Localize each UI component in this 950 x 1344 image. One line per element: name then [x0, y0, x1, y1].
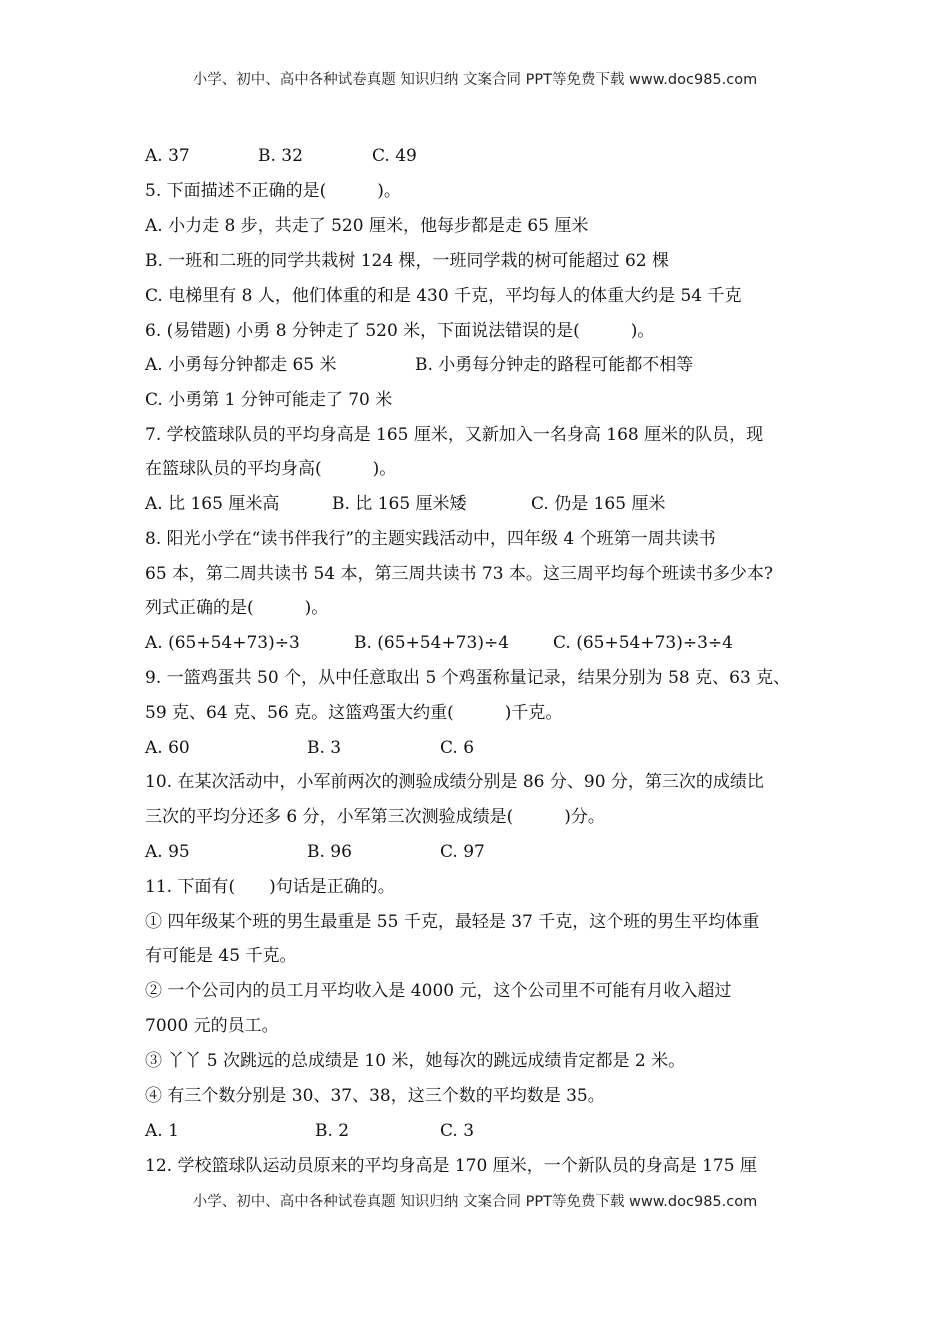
page-header: 小学、初中、高中各种试卷真题 知识归纳 文案合同 PPT等免费下载 www.doc985.com	[192, 72, 758, 88]
page-footer: 小学、初中、高中各种试卷真题 知识归纳 文案合同 PPT等免费下载 www.doc985.com	[192, 1194, 758, 1210]
q11-statement-1-line1: ① 四年级某个班的男生最重是 55 千克，最轻是 37 千克，这个班的男生平均体重	[145, 912, 760, 932]
q11-statement-4: ④ 有三个数分别是 30、37、38，这三个数的平均数是 35。	[145, 1086, 605, 1106]
q4-option-b: B. 32	[258, 146, 303, 166]
q11-option-a: A. 1	[145, 1121, 179, 1141]
q5-option-a: A. 小力走 8 步，共走了 520 厘米，他每步都是走 65 厘米	[145, 216, 589, 236]
q6-stem: 6. (易错题) 小勇 8 分钟走了 520 米，下面说法错误的是( )。	[145, 321, 655, 341]
q11-statement-2-line2: 7000 元的员工。	[145, 1016, 279, 1036]
q8-option-a: A. (65+54+73)÷3	[145, 633, 300, 653]
q8-stem-line3: 列式正确的是( )。	[145, 598, 329, 618]
q5-option-c: C. 电梯里有 8 人，他们体重的和是 430 千克，平均每人的体重大约是 54 千克	[145, 286, 742, 306]
q10-stem-line1: 10. 在某次活动中，小军前两次的测验成绩分别是 86 分、90 分，第三次的成绩比	[145, 772, 764, 792]
q10-stem-line2: 三次的平均分还多 6 分，小军第三次测验成绩是( )分。	[145, 807, 605, 827]
q6-option-c: C. 小勇第 1 分钟可能走了 70 米	[145, 390, 393, 410]
q11-statement-3: ③ 丫丫 5 次跳远的总成绩是 10 米，她每次的跳远成绩肯定都是 2 米。	[145, 1051, 686, 1071]
q10-option-a: A. 95	[145, 842, 190, 862]
q6-option-b: B. 小勇每分钟走的路程可能都不相等	[415, 355, 694, 375]
q9-option-c: C. 6	[440, 738, 475, 758]
q11-option-c: C. 3	[440, 1121, 475, 1141]
q10-option-b: B. 96	[307, 842, 352, 862]
q5-stem: 5. 下面描述不正确的是( )。	[145, 181, 401, 201]
q11-option-b: B. 2	[315, 1121, 350, 1141]
q7-option-b: B. 比 165 厘米矮	[332, 494, 467, 514]
q10-option-c: C. 97	[440, 842, 485, 862]
q7-stem-line1: 7. 学校篮球队员的平均身高是 165 厘米，又新加入一名身高 168 厘米的队员，现	[145, 425, 764, 445]
q6-option-a: A. 小勇每分钟都走 65 米	[145, 355, 337, 375]
q7-stem-line2: 在篮球队员的平均身高( )。	[145, 459, 397, 479]
q8-option-b: B. (65+54+73)÷4	[354, 633, 510, 653]
q9-option-b: B. 3	[307, 738, 342, 758]
q9-stem-line1: 9. 一篮鸡蛋共 50 个，从中任意取出 5 个鸡蛋称量记录，结果分别为 58 克、63 克、	[145, 668, 791, 688]
q4-option-a: A. 37	[145, 146, 190, 166]
q12-stem-line1: 12. 学校篮球队运动员原来的平均身高是 170 厘米，一个新队员的身高是 175 厘	[145, 1156, 757, 1176]
q8-option-c: C. (65+54+73)÷3÷4	[553, 633, 733, 653]
q11-statement-2-line1: ② 一个公司内的员工月平均收入是 4000 元，这个公司里不可能有月收入超过	[145, 981, 732, 1001]
q8-stem-line2: 65 本，第二周共读书 54 本，第三周共读书 73 本。这三周平均每个班读书多少本?	[145, 564, 774, 584]
q9-stem-line2: 59 克、64 克、56 克。这篮鸡蛋大约重( )千克。	[145, 703, 563, 723]
q5-option-b: B. 一班和二班的同学共栽树 124 棵，一班同学栽的树可能超过 62 棵	[145, 251, 669, 271]
q7-option-a: A. 比 165 厘米高	[145, 494, 280, 514]
q11-statement-1-line2: 有可能是 45 千克。	[145, 946, 297, 966]
q8-stem-line1: 8. 阳光小学在“读书伴我行”的主题实践活动中，四年级 4 个班第一周共读书	[145, 529, 716, 549]
q4-option-c: C. 49	[372, 146, 417, 166]
q7-option-c: C. 仍是 165 厘米	[531, 494, 666, 514]
q11-stem: 11. 下面有( )句话是正确的。	[145, 877, 395, 897]
q9-option-a: A. 60	[145, 738, 190, 758]
